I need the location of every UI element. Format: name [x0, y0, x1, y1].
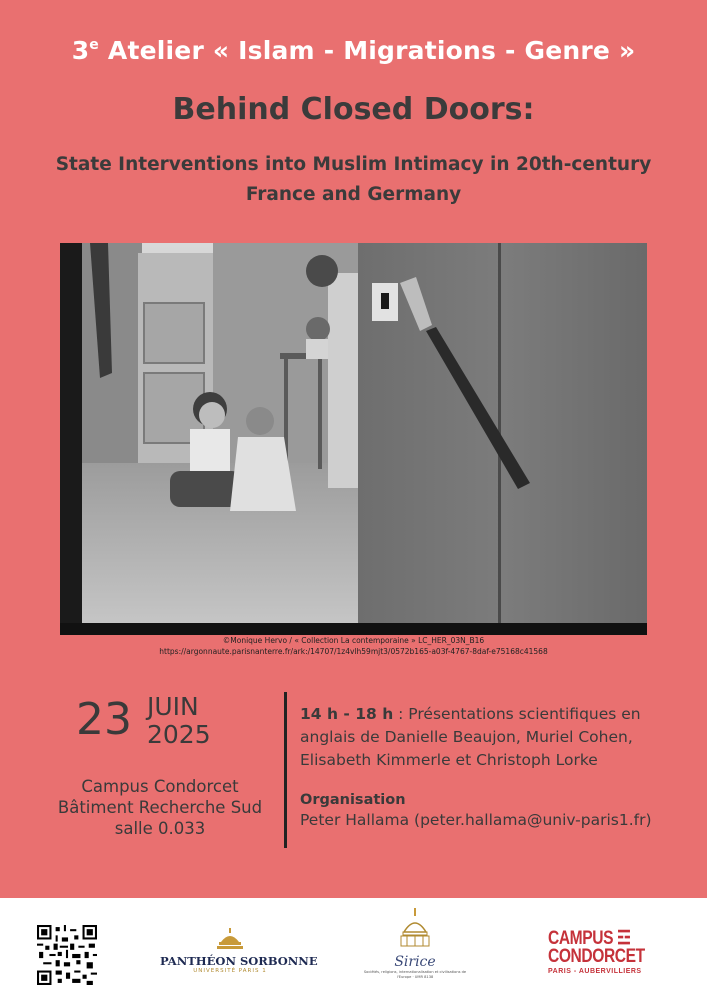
- pantheon-sorbonne-logo: [160, 928, 318, 980]
- photo-illustration: [60, 243, 647, 635]
- subtitle: [20, 150, 687, 210]
- pantheon-sub: UNIVERSITÉ PARIS 1: [193, 968, 267, 974]
- archive-photo: [60, 243, 647, 635]
- organisation-contact: Peter Hallama (peter.hallama@univ-paris1.fr): [300, 811, 652, 829]
- venue-room: salle 0.033: [114, 819, 206, 838]
- sirice-logo: [360, 908, 470, 992]
- event-description: : Présentations scientifiques en anglais de Danielle Beaujon, Muriel Cohen, Elisabeth Kimmerle et Christoph Lorke: [300, 705, 641, 769]
- event-time: 14 h - 18 h: [300, 705, 394, 723]
- page-title: Behind Closed Doors:: [172, 92, 535, 127]
- event-day: 23: [76, 694, 132, 745]
- venue-campus: Campus Condorcet: [81, 777, 239, 796]
- campus-line-2: CONDORCET: [548, 946, 645, 967]
- campus-mark-icon: ☲: [616, 928, 631, 949]
- sirice-dome-icon: [398, 908, 432, 950]
- pantheon-dome-icon: [215, 928, 245, 950]
- sirice-name: Sirice: [394, 954, 436, 970]
- series-number: 3: [71, 36, 90, 65]
- campus-line-3: PARIS - AUBERVILLIERS: [548, 968, 642, 975]
- photo-credit-url: https://argonnaute.parisnanterre.fr/ark:/14707/1z4vlh59mjt3/0572b165-a03f-4767-8daf-e75168c41568: [159, 647, 548, 656]
- pantheon-name: PANTHÉON SORBONNE: [160, 954, 318, 968]
- qr-code-icon[interactable]: [37, 925, 97, 985]
- venue-building: Bâtiment Recherche Sud: [57, 798, 263, 817]
- series-ordinal: e: [89, 37, 99, 53]
- event-venue: [40, 776, 280, 839]
- event-month: JUIN: [147, 692, 199, 721]
- event-year: 2025: [147, 720, 211, 749]
- event-date: [40, 690, 280, 750]
- organisation-label: Organisation: [300, 792, 406, 808]
- subtitle-line-2: France and Germany: [245, 184, 462, 205]
- sirice-sub: Sociétés, religions, internationalisation et civilisations de l'Europe · UMR 8138: [363, 970, 467, 979]
- event-schedule: [300, 703, 680, 772]
- series-title: [0, 36, 707, 65]
- photo-credit: ©Monique Hervo / « Collection La contemporaine » LC_HER_03N_B16: [222, 636, 485, 645]
- vertical-divider: [284, 692, 287, 848]
- campus-condorcet-logo: [548, 930, 648, 982]
- campus-word: CAMPUS: [548, 928, 614, 949]
- subtitle-line-1: State Interventions into Muslim Intimacy in 20th-century: [55, 154, 652, 175]
- series-text: Atelier « Islam - Migrations - Genre »: [99, 36, 636, 65]
